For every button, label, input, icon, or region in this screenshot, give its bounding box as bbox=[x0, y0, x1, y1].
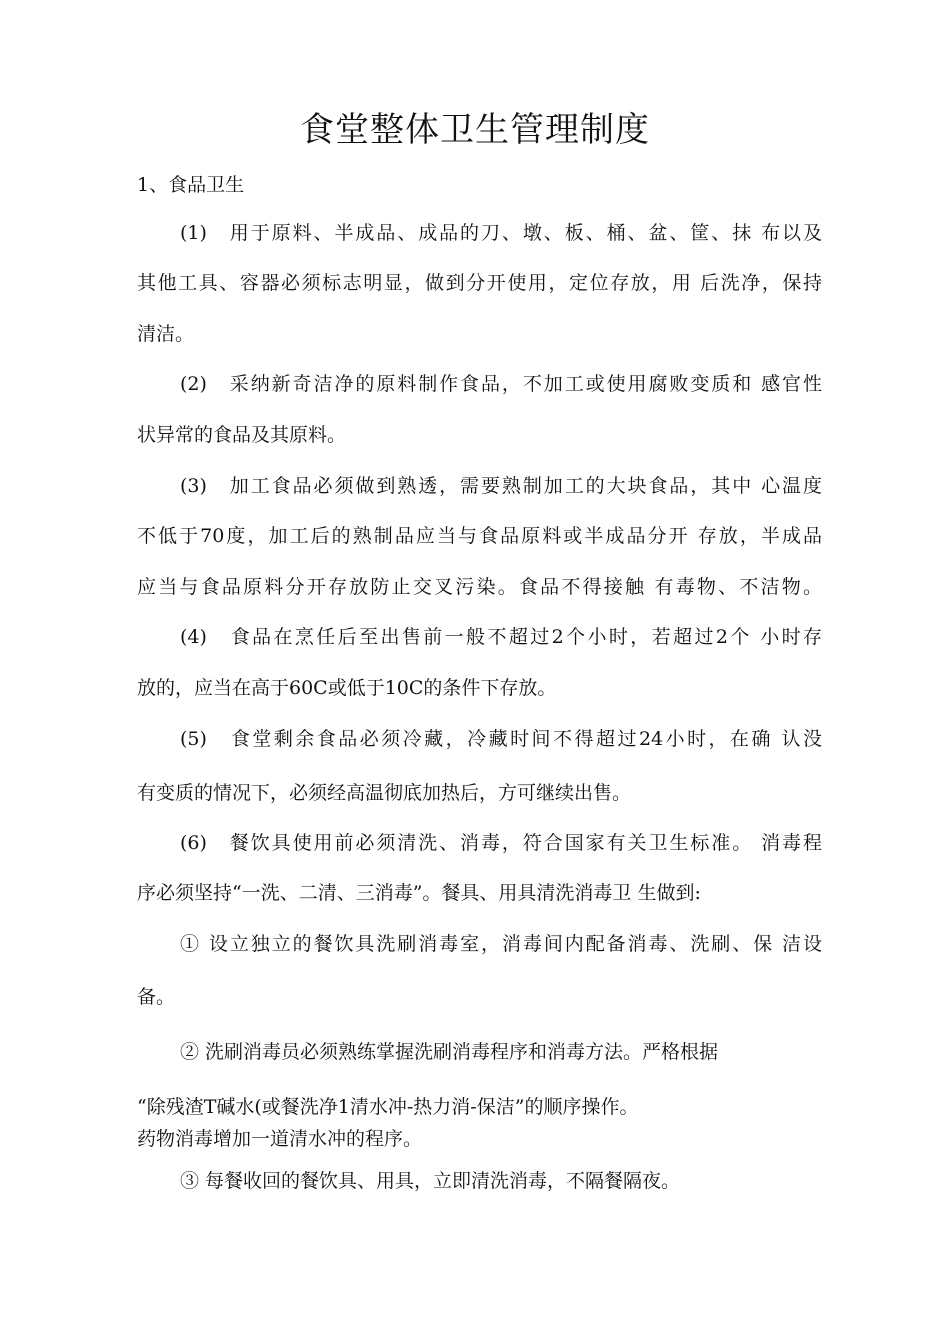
paragraph-line: “除残渣T碱水(或餐洗净1清水冲-热力消-保洁”的顺序操作。 bbox=[137, 1096, 639, 1118]
paragraph-line: 清洁。 bbox=[137, 323, 195, 345]
paragraph-line: 应当与食品原料分开存放防止交叉污染。食品不得接触 有毒物、不洁物。 bbox=[137, 576, 822, 598]
paragraph-line: (5) 食堂剩余食品必须冷藏，冷藏时间不得超过24小时，在确 认没 bbox=[180, 728, 822, 750]
paragraph-line: ② 洗刷消毒员必须熟练掌握洗刷消毒程序和消毒方法。严格根据 bbox=[180, 1041, 719, 1063]
paragraph-line: (2) 采纳新奇洁净的原料制作食品，不加工或使用腐败变质和 感官性 bbox=[180, 373, 822, 395]
paragraph-line: 其他工具、容器必须标志明显，做到分开使用，定位存放，用 后洗净，保持 bbox=[137, 272, 822, 294]
paragraph-line: (3) 加工食品必须做到熟透，需要熟制加工的大块食品，其中 心温度 bbox=[180, 475, 822, 497]
paragraph-line: 备。 bbox=[137, 986, 176, 1008]
paragraph-line: (6) 餐饮具使用前必须清洗、消毒，符合国家有关卫生标准。 消毒程 bbox=[180, 832, 822, 854]
section-heading: 1、食品卫生 bbox=[137, 174, 245, 196]
paragraph-line: 放的，应当在高于60C或低于10C的条件下存放。 bbox=[137, 677, 557, 699]
paragraph-line: 序必须坚持“一洗、二清、三消毒”。餐具、用具清洗消毒卫 生做到: bbox=[137, 882, 701, 904]
paragraph-line: 药物消毒增加一道清水冲的程序。 bbox=[137, 1128, 423, 1150]
document-title: 食堂整体卫生管理制度 bbox=[300, 110, 650, 150]
paragraph-line: 有变质的情况下，必须经高温彻底加热后，方可继续出售。 bbox=[137, 782, 632, 804]
paragraph-line: ① 设立独立的餐饮具洗刷消毒室，消毒间内配备消毒、洗刷、保 洁设 bbox=[180, 933, 822, 955]
paragraph-line: (4) 食品在烹任后至出售前一般不超过2个小时，若超过2个 小时存 bbox=[180, 626, 822, 648]
paragraph-line: ③ 每餐收回的餐饮具、用具，立即清洗消毒，不隔餐隔夜。 bbox=[180, 1170, 681, 1192]
paragraph-line: 状异常的食品及其原料。 bbox=[137, 424, 347, 446]
paragraph-line: 不低于70度，加工后的熟制品应当与食品原料或半成品分开 存放，半成品 bbox=[137, 525, 822, 547]
paragraph-line: (1) 用于原料、半成品、成品的刀、墩、板、桶、盆、筐、抹 布以及 bbox=[180, 222, 822, 244]
